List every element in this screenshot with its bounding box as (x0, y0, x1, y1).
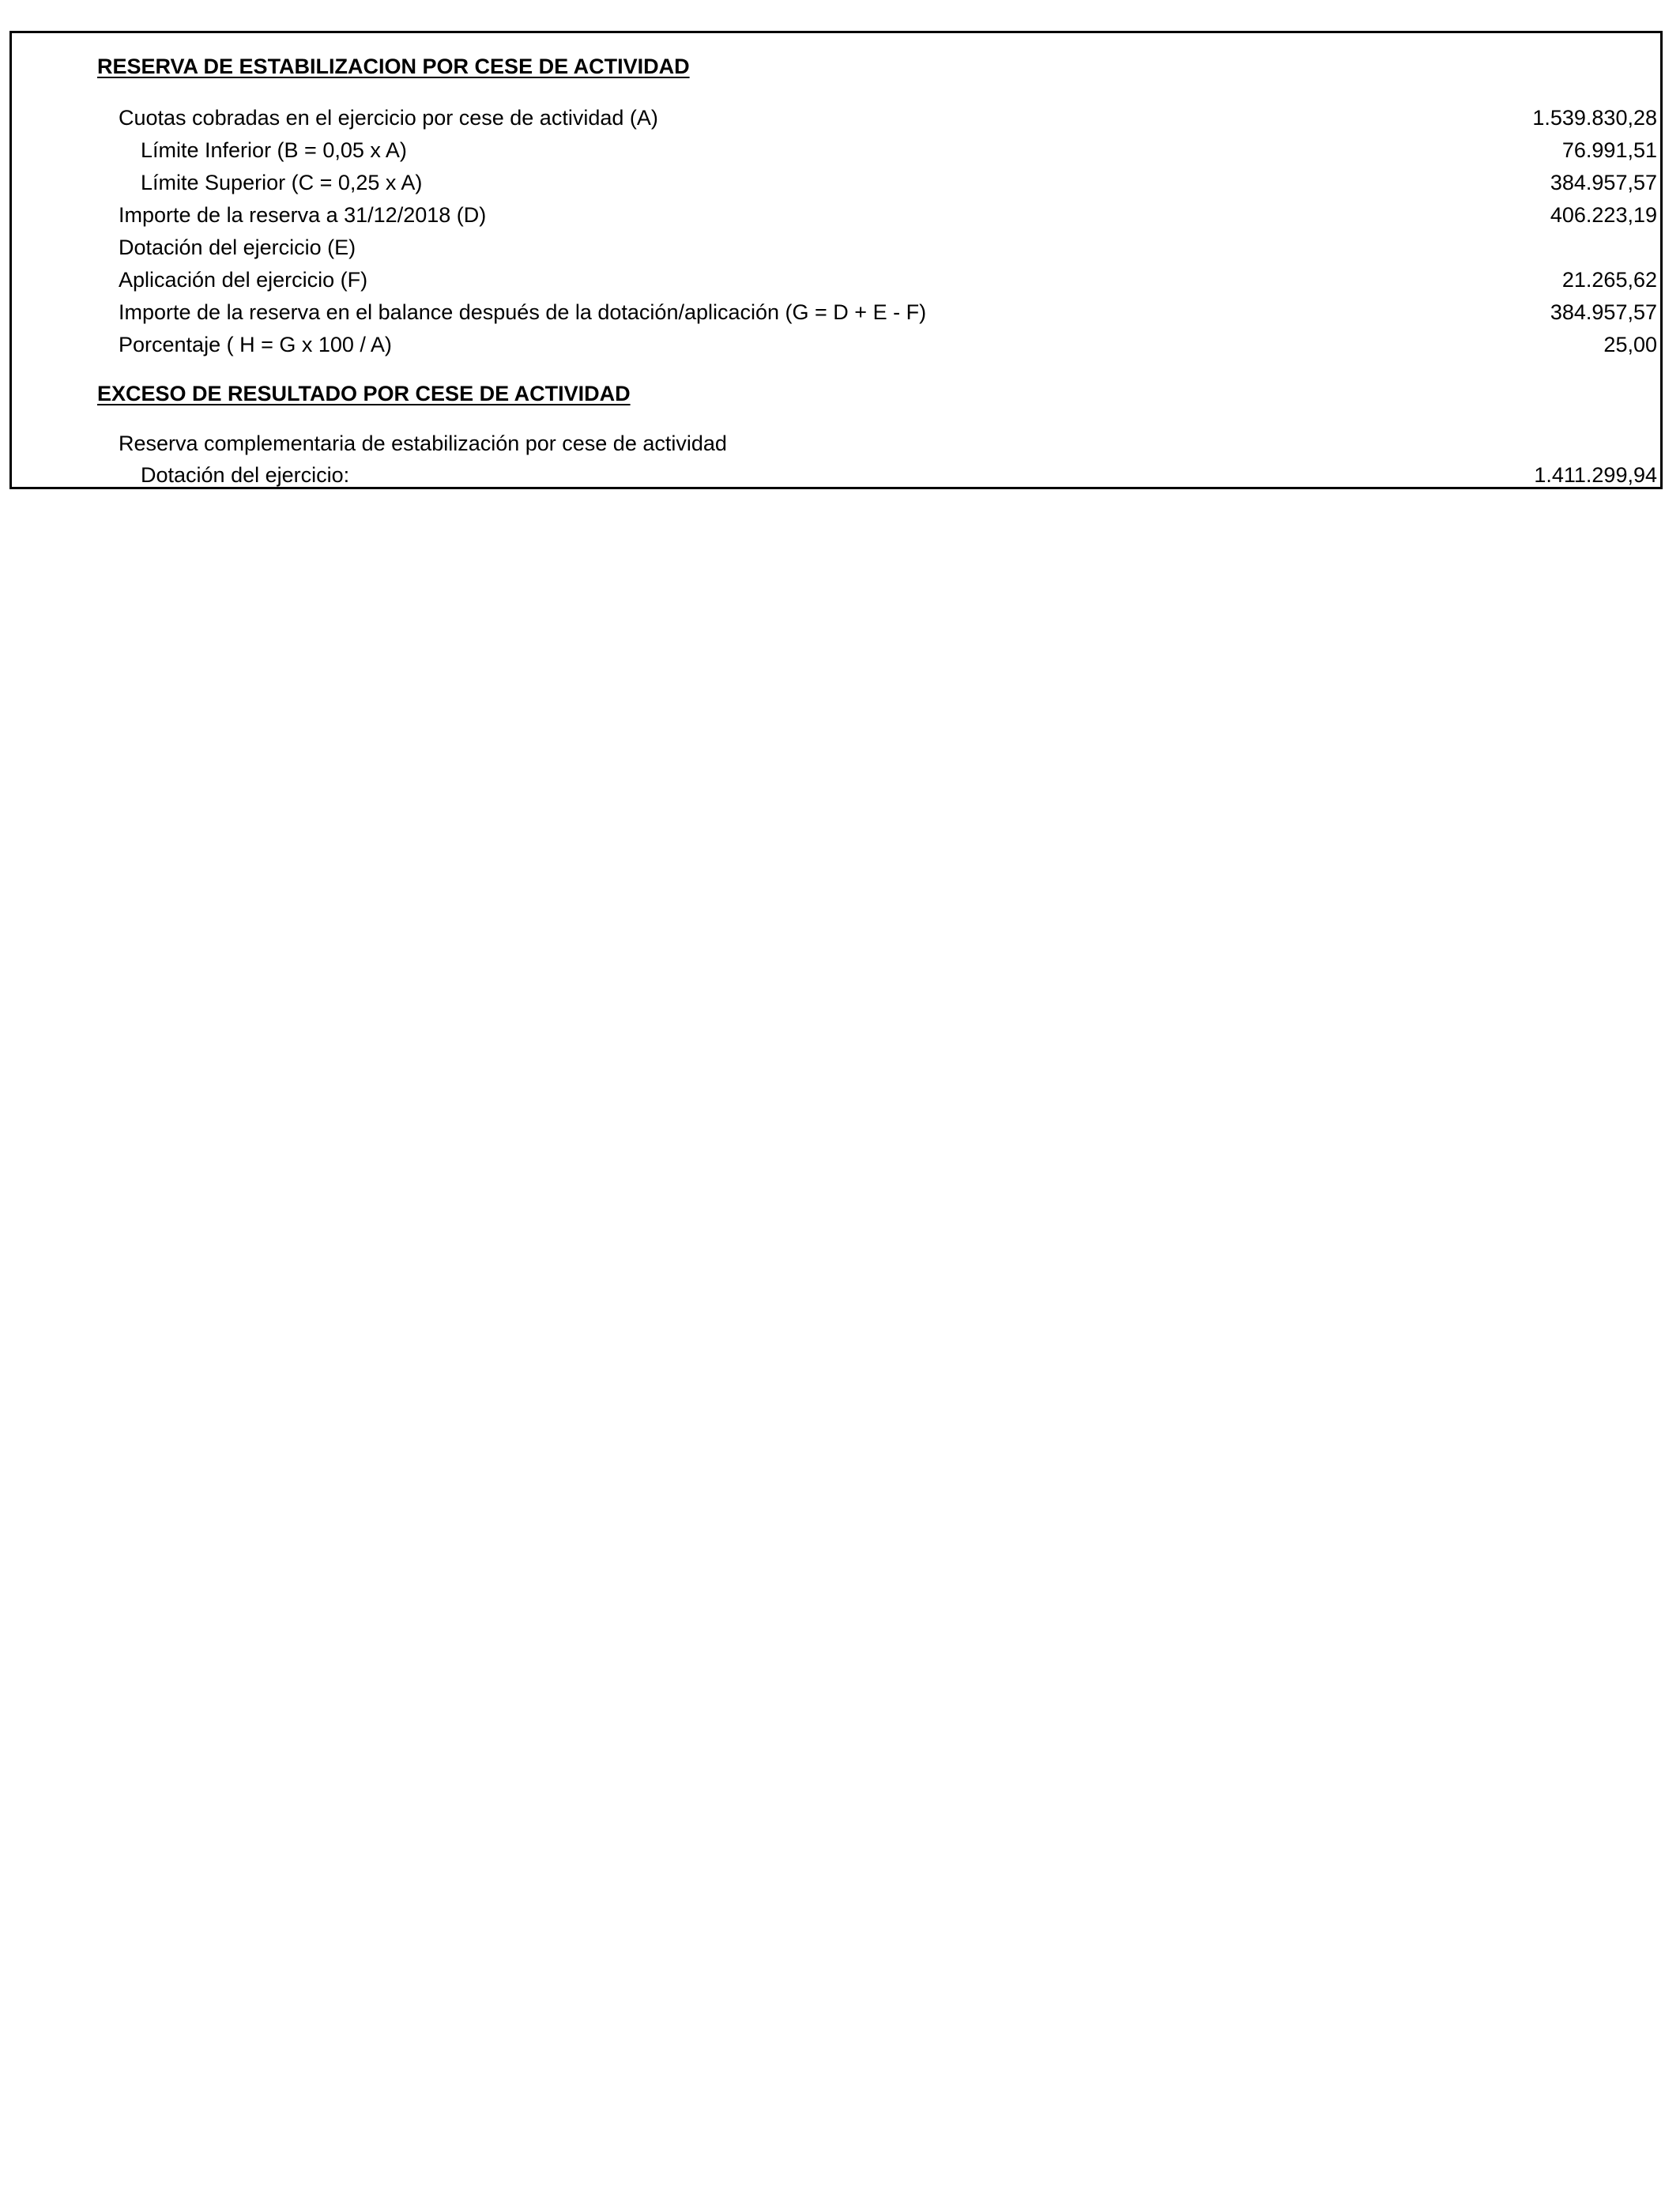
row-importe-reserva (12, 199, 1660, 231)
section-heading-exceso (12, 378, 1660, 409)
row-label: Cuotas cobradas en el ejercicio por cese de actividad (A) (119, 106, 658, 130)
section-heading-text: RESERVA DE ESTABILIZACION POR CESE DE ACTIVIDAD (97, 55, 690, 78)
row-value: 76.991,51 (1561, 138, 1657, 162)
row-value: 406.223,19 (1550, 203, 1657, 227)
row-value: 384.957,57 (1550, 300, 1657, 324)
row-aplicacion-ejercicio (12, 264, 1660, 296)
row-cuotas-cobradas (12, 102, 1660, 134)
row-dotacion-ejercicio-complementaria (12, 459, 1660, 491)
row-dotacion-ejercicio (12, 232, 1660, 263)
row-importe-balance (12, 296, 1660, 328)
row-limite-superior (12, 167, 1660, 198)
row-label: Importe de la reserva en el balance después de la dotación/aplicación (G = D + E - F) (119, 300, 927, 324)
row-label: Dotación del ejercicio: (141, 463, 350, 487)
row-label: Límite Superior (C = 0,25 x A) (141, 171, 423, 194)
row-reserva-complementaria (12, 428, 1660, 459)
row-label: Límite Inferior (B = 0,05 x A) (141, 138, 407, 162)
row-value: 1.411.299,94 (1534, 463, 1657, 487)
row-label: Aplicación del ejercicio (F) (119, 268, 368, 292)
row-value: 384.957,57 (1550, 171, 1657, 194)
row-label: Reserva complementaria de estabilización por cese de actividad (119, 432, 727, 455)
row-label: Porcentaje ( H = G x 100 / A) (119, 333, 392, 356)
row-value: 1.539.830,28 (1532, 106, 1657, 130)
row-label: Importe de la reserva a 31/12/2018 (D) (119, 203, 487, 227)
row-value: 21.265,62 (1561, 268, 1657, 292)
row-label: Dotación del ejercicio (E) (119, 236, 356, 259)
report-table-frame (9, 31, 1663, 489)
row-porcentaje (12, 329, 1660, 360)
row-value: 25,00 (1603, 333, 1657, 356)
section-heading-text: EXCESO DE RESULTADO POR CESE DE ACTIVIDAD (97, 382, 631, 405)
section-heading-reserva (12, 51, 1660, 82)
row-limite-inferior (12, 134, 1660, 166)
